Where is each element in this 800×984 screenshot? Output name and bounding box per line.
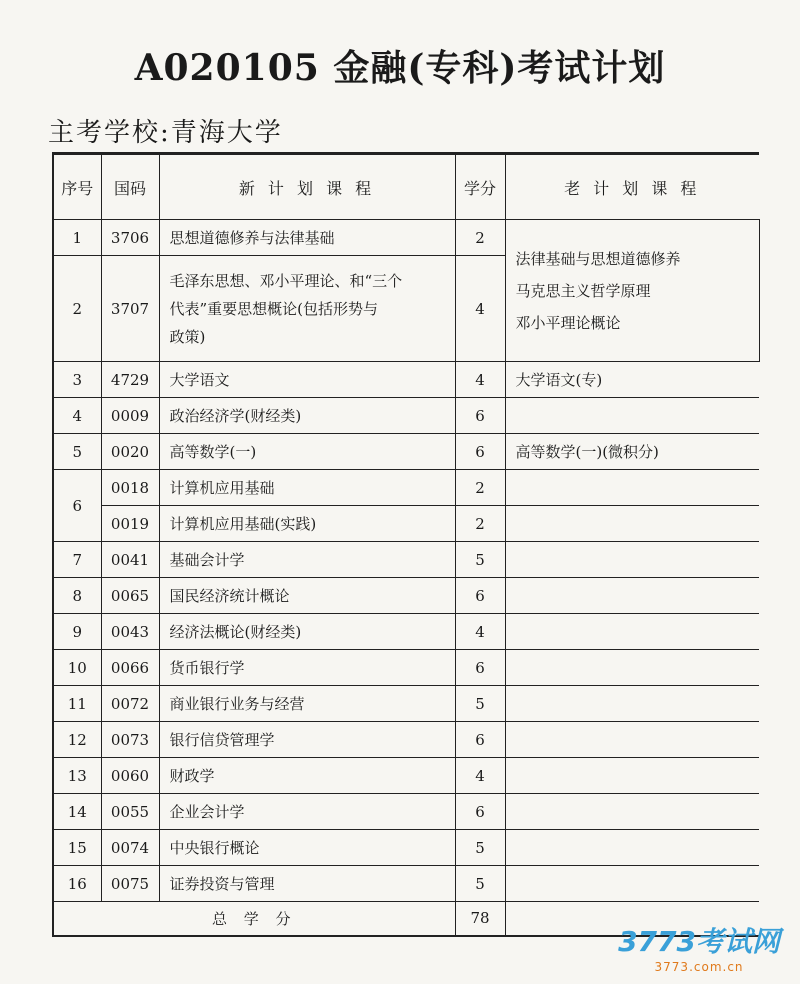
row-no: 1 (53, 220, 101, 256)
row-no: 6 (53, 470, 101, 542)
row-old-course (505, 758, 759, 794)
row-code: 0009 (101, 398, 159, 434)
row-no: 7 (53, 542, 101, 578)
row-old-course (505, 830, 759, 866)
row-credit: 4 (455, 362, 505, 398)
row-no: 14 (53, 794, 101, 830)
row-code: 3706 (101, 220, 159, 256)
row-code: 0060 (101, 758, 159, 794)
row-no: 3 (53, 362, 101, 398)
watermark-title: 3773考试网 (618, 925, 780, 958)
col-header-code: 国码 (101, 154, 159, 220)
row-credit: 2 (455, 506, 505, 542)
row-old-course (505, 542, 759, 578)
row-credit: 5 (455, 866, 505, 902)
row-code: 0020 (101, 434, 159, 470)
table-row (53, 866, 759, 902)
table-row (53, 506, 759, 542)
row-old-course (505, 614, 759, 650)
row-course: 银行信贷管理学 (159, 722, 455, 758)
row-credit: 6 (455, 650, 505, 686)
row-old-course: 大学语文(专) (505, 362, 759, 398)
page-title: A020105 金融(专科)考试计划 (134, 47, 666, 89)
col-header-no: 序号 (53, 154, 101, 220)
row-credit: 4 (455, 256, 505, 362)
row-code: 0018 (101, 470, 159, 506)
row-course: 财政学 (159, 758, 455, 794)
table-row (53, 650, 759, 686)
row-course: 政治经济学(财经类) (159, 398, 455, 434)
row-credit: 6 (455, 434, 505, 470)
total-label: 总 学 分 (53, 902, 455, 936)
row-course: 企业会计学 (159, 794, 455, 830)
row-old-course (505, 398, 759, 434)
row-credit: 6 (455, 794, 505, 830)
row-code: 0041 (101, 542, 159, 578)
row-course: 基础会计学 (159, 542, 455, 578)
row-code: 0065 (101, 578, 159, 614)
table-row (53, 722, 759, 758)
row-course: 中央银行概论 (159, 830, 455, 866)
row-course: 毛泽东思想、邓小平理论、和“三个 代表”重要思想概论(包括形势与 政策) (159, 256, 455, 362)
row-course: 计算机应用基础(实践) (159, 506, 455, 542)
row-no: 2 (53, 256, 101, 362)
row-credit: 6 (455, 578, 505, 614)
row-code: 0072 (101, 686, 159, 722)
row-old-course (505, 470, 759, 506)
table-row (53, 794, 759, 830)
table-row (53, 758, 759, 794)
table-row (53, 470, 759, 506)
col-header-new-course: 新 计 划 课 程 (159, 154, 455, 220)
watermark-logo (618, 920, 780, 974)
row-no: 10 (53, 650, 101, 686)
row-code: 0043 (101, 614, 159, 650)
row-no: 4 (53, 398, 101, 434)
row-credit: 6 (455, 398, 505, 434)
table-row (53, 542, 759, 578)
row-old-course: 高等数学(一)(微积分) (505, 434, 759, 470)
host-school: 主考学校:青海大学 (48, 118, 283, 148)
table-header-row (53, 154, 759, 220)
row-no: 11 (53, 686, 101, 722)
row-course: 思想道德修养与法律基础 (159, 220, 455, 256)
table-row (53, 398, 759, 434)
row-credit: 4 (455, 614, 505, 650)
row-code: 0075 (101, 866, 159, 902)
row-no: 8 (53, 578, 101, 614)
row-no: 9 (53, 614, 101, 650)
row-course: 商业银行业务与经营 (159, 686, 455, 722)
row-old-course (505, 866, 759, 902)
table-row (53, 362, 759, 398)
row-course: 证券投资与管理 (159, 866, 455, 902)
row-course: 计算机应用基础 (159, 470, 455, 506)
row-code: 0055 (101, 794, 159, 830)
row-course: 国民经济统计概论 (159, 578, 455, 614)
col-header-old-course: 老 计 划 课 程 (505, 154, 759, 220)
row-credit: 6 (455, 722, 505, 758)
row-no: 15 (53, 830, 101, 866)
table-row (53, 830, 759, 866)
watermark-url: 3773.com.cn (654, 960, 744, 974)
row-course: 高等数学(一) (159, 434, 455, 470)
table-row (53, 614, 759, 650)
col-header-credit: 学分 (455, 154, 505, 220)
row-credit: 5 (455, 542, 505, 578)
row-code: 0074 (101, 830, 159, 866)
row-old-course (505, 578, 759, 614)
row-code: 0073 (101, 722, 159, 758)
row-no: 16 (53, 866, 101, 902)
table-row (53, 220, 759, 256)
row-code: 4729 (101, 362, 159, 398)
row-credit: 5 (455, 830, 505, 866)
row-old-course (505, 686, 759, 722)
row-course: 大学语文 (159, 362, 455, 398)
row-no: 13 (53, 758, 101, 794)
row-course: 货币银行学 (159, 650, 455, 686)
row-credit: 2 (455, 470, 505, 506)
row-old-course (505, 650, 759, 686)
table-row (53, 686, 759, 722)
row-old-course (505, 722, 759, 758)
total-credit: 78 (455, 902, 505, 936)
row-code: 3707 (101, 256, 159, 362)
row-credit: 2 (455, 220, 505, 256)
row-no: 12 (53, 722, 101, 758)
row-old-course (505, 794, 759, 830)
row-old-course-merged: 法律基础与思想道德修养 马克思主义哲学原理 邓小平理论概论 (505, 220, 759, 362)
row-credit: 4 (455, 758, 505, 794)
row-course: 经济法概论(财经类) (159, 614, 455, 650)
row-credit: 5 (455, 686, 505, 722)
exam-plan-table (52, 152, 760, 937)
row-old-course (505, 506, 759, 542)
table-row (53, 578, 759, 614)
row-code: 0019 (101, 506, 159, 542)
row-no: 5 (53, 434, 101, 470)
table-row (53, 434, 759, 470)
row-code: 0066 (101, 650, 159, 686)
